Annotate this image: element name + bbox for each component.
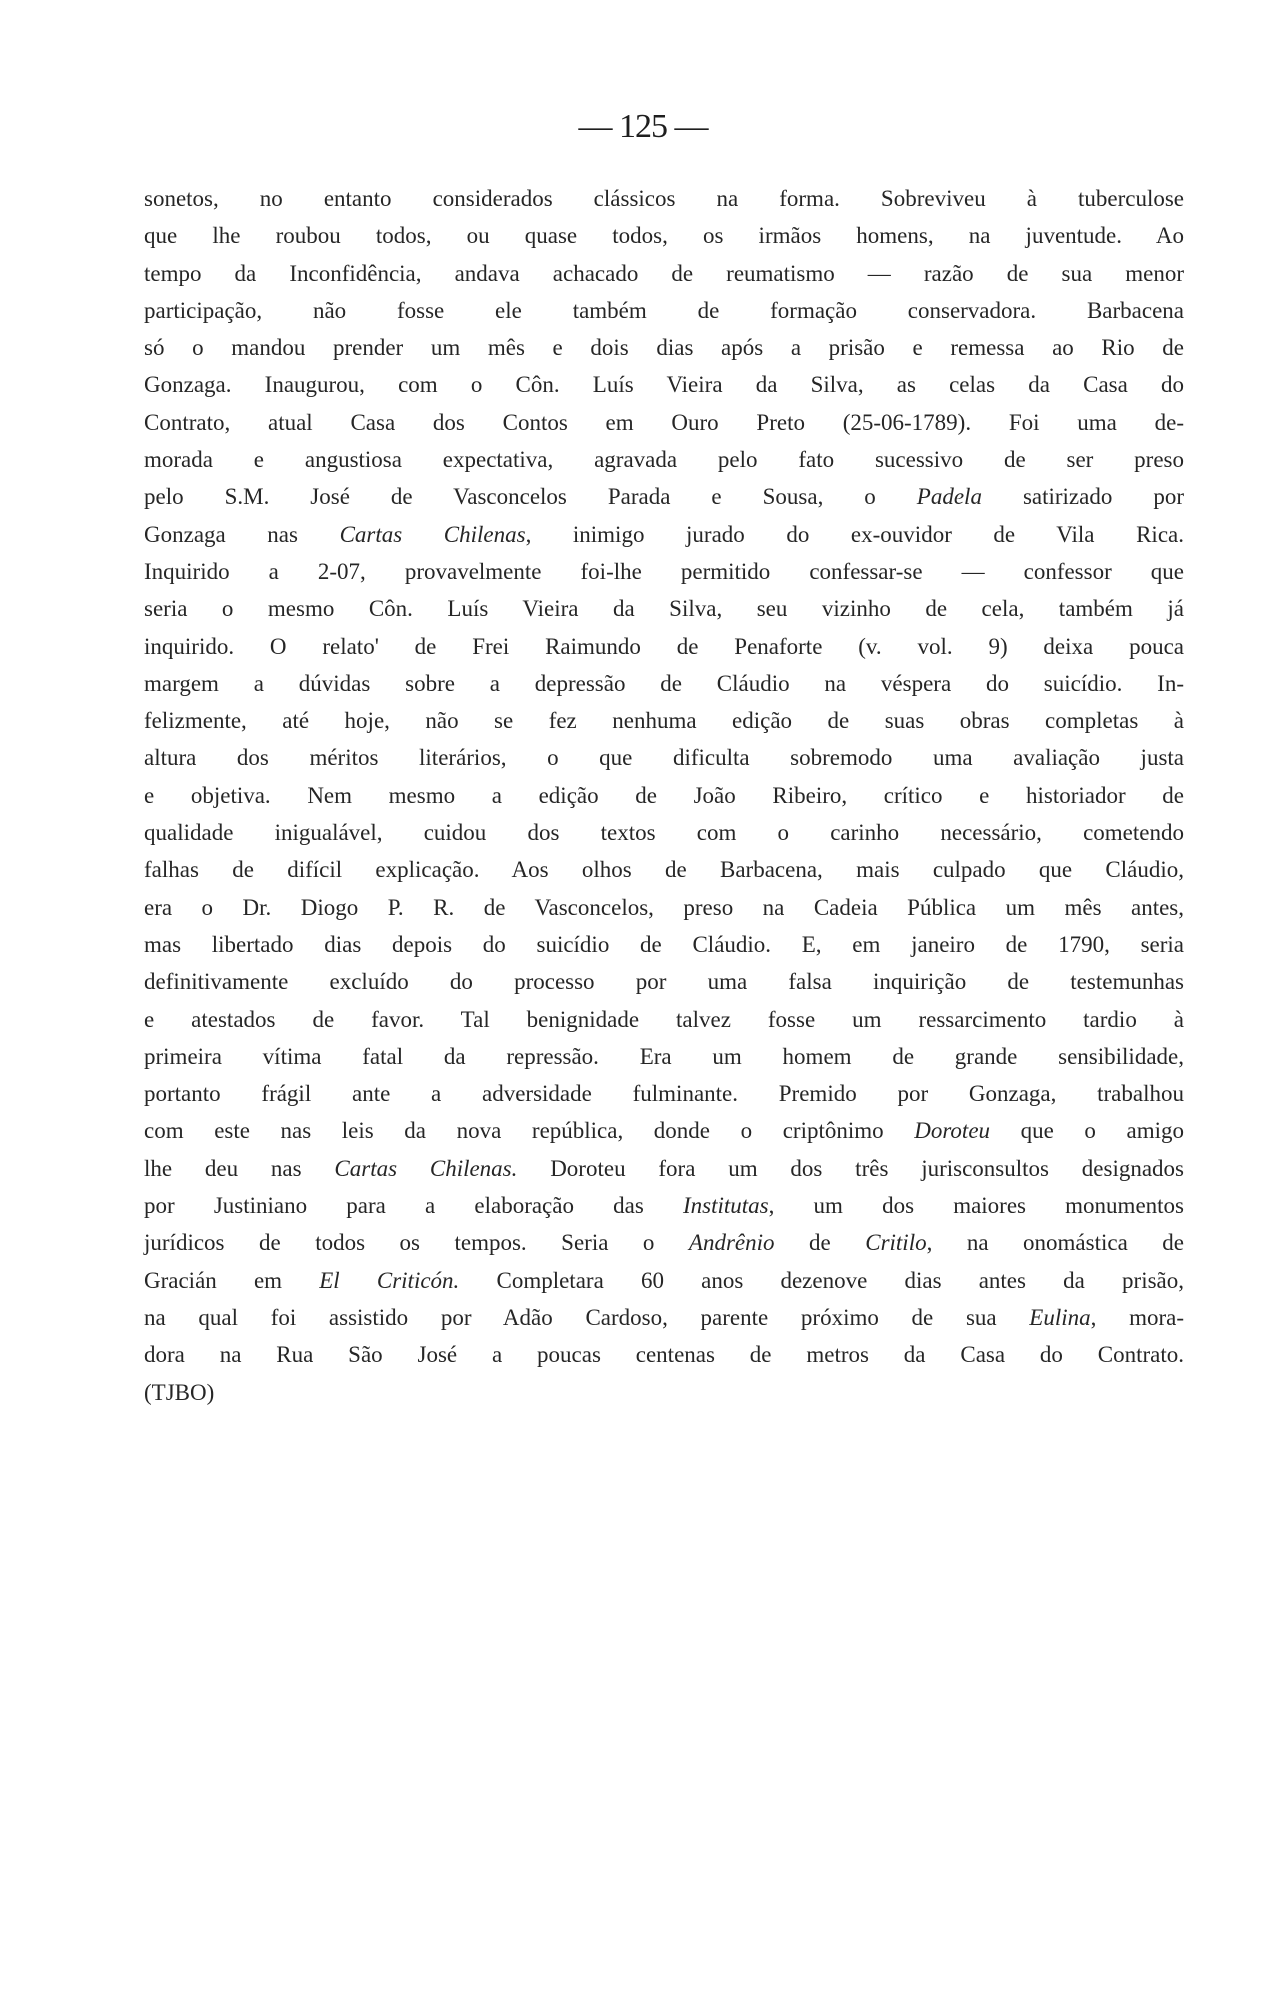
- text-segment: felizmente, até hoje, não se fez nenhuma edição de suas obras completas à: [144, 708, 1184, 734]
- text-segment: , inimigo jurado do ex-ouvidor de Vila Rica.: [525, 521, 1184, 547]
- text-line: [144, 1075, 1184, 1112]
- italic-text: Doroteu: [914, 1118, 991, 1144]
- text-line: [144, 366, 1184, 403]
- text-segment: qualidade inigualável, cuidou dos textos com o carinho necessário, cometendo: [144, 820, 1184, 846]
- text-line: [144, 478, 1184, 515]
- italic-text: Eulina: [1029, 1304, 1091, 1330]
- text-segment: portanto frágil ante a adversidade fulminante. Premido por Gonzaga, trabalhou: [144, 1081, 1184, 1107]
- italic-text: Cartas Chilenas.: [334, 1155, 518, 1181]
- text-segment: era o Dr. Diogo P. R. de Vasconcelos, preso na Cadeia Pública um mês antes,: [144, 894, 1184, 920]
- text-segment: primeira vítima fatal da repressão. Era um homem de grande sensibilidade,: [144, 1043, 1184, 1069]
- text-segment: Doroteu fora um dos três jurisconsultos designados: [517, 1155, 1185, 1181]
- text-segment: , na onomástica de: [926, 1230, 1184, 1256]
- text-segment: dora na Rua São José a poucas centenas de metros da Casa do Contrato.: [144, 1342, 1184, 1368]
- text-segment: seria o mesmo Côn. Luís Vieira da Silva, seu vizinho de cela, também já: [144, 596, 1184, 622]
- text-segment: morada e angustiosa expectativa, agravada pelo fato sucessivo de ser preso: [144, 447, 1184, 473]
- text-segment: , mora-: [1090, 1304, 1184, 1330]
- text-line: [144, 217, 1184, 254]
- italic-text: Andrênio: [688, 1230, 775, 1256]
- text-segment: altura dos méritos literários, o que dificulta sobremodo uma avaliação justa: [144, 745, 1184, 771]
- text-line: [144, 1187, 1184, 1224]
- page-number: — 125 —: [578, 108, 708, 145]
- text-segment: definitivamente excluído do processo por uma falsa inquirição de testemunhas: [144, 969, 1184, 995]
- text-segment: na qual foi assistido por Adão Cardoso, parente próximo de sua: [144, 1304, 1030, 1330]
- text-segment: Completara 60 anos dezenove dias antes da prisão,: [459, 1267, 1184, 1293]
- text-segment: participação, não fosse ele também de formação conservadora. Barbacena: [144, 297, 1184, 323]
- text-segment: com este nas leis da nova república, donde o criptônimo: [144, 1118, 915, 1144]
- italic-text: El Criticón.: [319, 1267, 460, 1293]
- text-segment: sonetos, no entanto considerados clássicos na forma. Sobreviveu à tuberculose: [144, 186, 1184, 211]
- text-line: [144, 553, 1184, 590]
- text-segment: margem a dúvidas sobre a depressão de Cláudio na véspera do suicídio. In-: [144, 670, 1184, 696]
- italic-text: Padela: [916, 484, 982, 510]
- text-segment: só o mandou prender um mês e dois dias após a prisão e remessa ao Rio de: [144, 335, 1184, 361]
- text-line: [144, 702, 1184, 739]
- text-line: [144, 1150, 1184, 1187]
- text-segment: pelo S.M. José de Vasconcelos Parada e Sousa, o: [144, 484, 917, 510]
- text-segment: por Justiniano para a elaboração das: [144, 1193, 683, 1219]
- text-segment: tempo da Inconfidência, andava achacado de reumatismo — razão de sua menor: [144, 260, 1184, 286]
- text-segment: (TJBO): [144, 1379, 215, 1405]
- text-line: [144, 180, 1184, 217]
- text-segment: e atestados de favor. Tal benignidade talvez fosse um ressarcimento tardio à: [144, 1006, 1184, 1032]
- text-line: [144, 590, 1184, 627]
- text-segment: mas libertado dias depois do suicídio de Cláudio. E, em janeiro de 1790, seria: [144, 931, 1184, 957]
- text-segment: Gonzaga nas: [144, 521, 340, 547]
- text-line: [144, 777, 1184, 814]
- italic-text: Critilo: [865, 1230, 927, 1256]
- text-segment: , um dos maiores monumentos: [768, 1193, 1184, 1219]
- text-line: [144, 1299, 1184, 1336]
- text-line: [144, 628, 1184, 665]
- italic-text: Cartas Chilenas: [339, 521, 526, 547]
- text-segment: satirizado por: [981, 484, 1184, 510]
- text-segment: Contrato, atual Casa dos Contos em Ouro Preto (25-06-1789). Foi uma de-: [144, 409, 1184, 435]
- text-line: [144, 516, 1184, 553]
- text-segment: e objetiva. Nem mesmo a edição de João Ribeiro, crítico e historiador de: [144, 782, 1184, 808]
- text-line: [144, 665, 1184, 702]
- text-line: [144, 814, 1184, 851]
- text-line: [144, 1038, 1184, 1075]
- text-line: [144, 963, 1184, 1000]
- text-line: [144, 329, 1184, 366]
- text-segment: jurídicos de todos os tempos. Seria o: [144, 1230, 689, 1256]
- text-segment: lhe deu nas: [144, 1155, 335, 1181]
- text-segment: Gonzaga. Inaugurou, com o Côn. Luís Vieira da Silva, as celas da Casa do: [144, 372, 1184, 398]
- italic-text: Institutas: [682, 1193, 769, 1219]
- text-line: [144, 1262, 1184, 1299]
- text-line: [144, 851, 1184, 888]
- text-segment: Inquirido a 2-07, provavelmente foi-lhe permitido confessar-se — confessor que: [144, 558, 1184, 584]
- text-line: [144, 1112, 1184, 1149]
- text-segment: de: [774, 1230, 866, 1256]
- text-line: [144, 889, 1184, 926]
- text-line: [144, 1374, 1184, 1411]
- text-line: [144, 404, 1184, 441]
- text-segment: falhas de difícil explicação. Aos olhos de Barbacena, mais culpado que Cláudio,: [144, 857, 1184, 883]
- text-segment: que lhe roubou todos, ou quase todos, os irmãos homens, na juventude. Ao: [144, 223, 1184, 249]
- body-text: [144, 180, 1184, 1411]
- text-line: [144, 739, 1184, 776]
- text-line: [144, 441, 1184, 478]
- text-line: [144, 926, 1184, 963]
- text-line: [144, 292, 1184, 329]
- text-segment: que o amigo: [990, 1118, 1184, 1144]
- text-segment: Gracián em: [144, 1267, 320, 1293]
- text-line: [144, 255, 1184, 292]
- text-line: [144, 1336, 1184, 1373]
- text-line: [144, 1224, 1184, 1261]
- text-line: [144, 1001, 1184, 1038]
- text-segment: inquirido. O relato' de Frei Raimundo de Penaforte (v. vol. 9) deixa pouca: [144, 633, 1184, 659]
